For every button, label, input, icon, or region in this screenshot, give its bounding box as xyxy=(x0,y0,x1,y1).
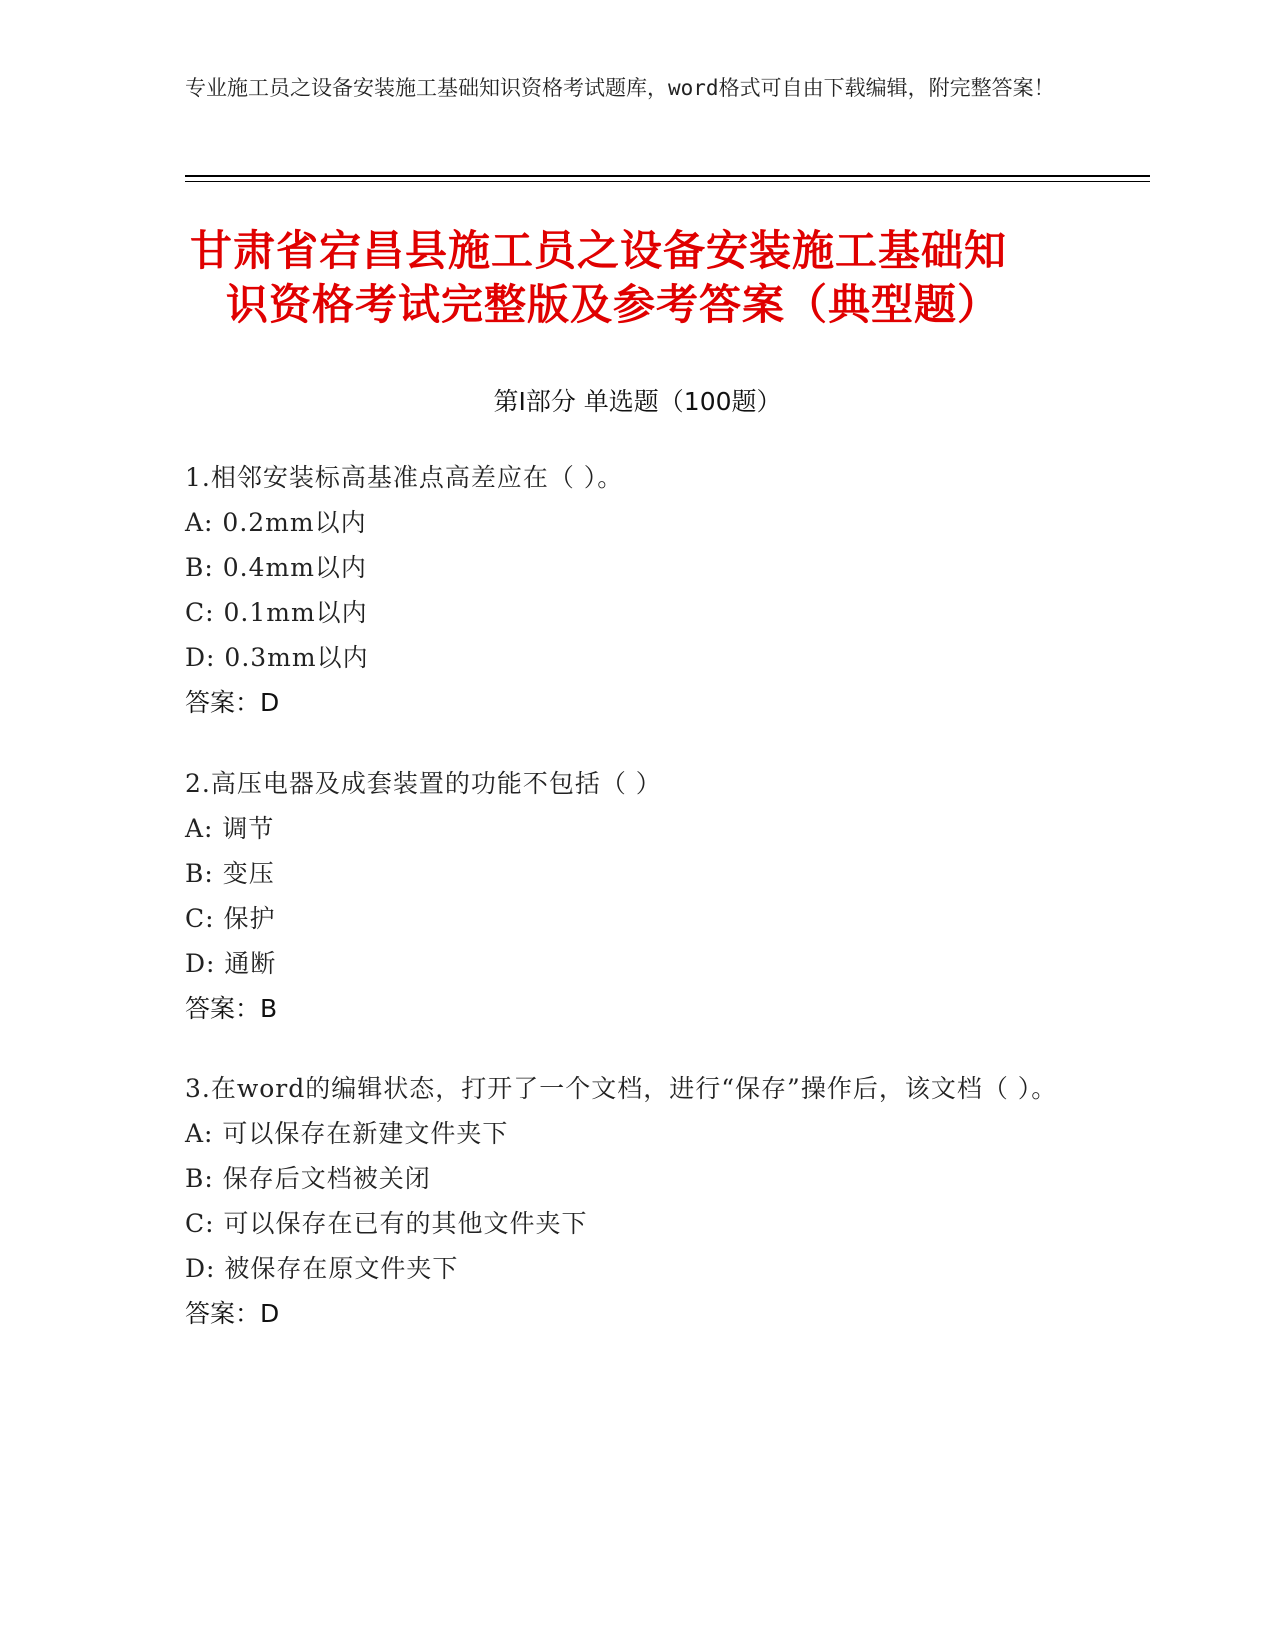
option-a: A: 可以保存在新建文件夹下 xyxy=(185,1119,509,1148)
option-c: C: 保护 xyxy=(185,904,276,933)
question-2 xyxy=(185,762,1085,1031)
question-text: 2.高压电器及成套装置的功能不包括（ ） xyxy=(185,769,662,798)
option-d: D: 通断 xyxy=(185,949,277,978)
option-a: A: 0.2mm以内 xyxy=(185,508,367,537)
document-title-line-1: 甘肃省宕昌县施工员之设备安装施工基础知 xyxy=(190,226,1008,275)
question-1 xyxy=(185,456,1085,725)
option-a: A: 调节 xyxy=(185,814,275,843)
question-3 xyxy=(185,1067,1065,1336)
option-d: D: 0.3mm以内 xyxy=(185,643,369,672)
option-c: C: 0.1mm以内 xyxy=(185,598,368,627)
option-b: B: 0.4mm以内 xyxy=(185,553,367,582)
document-title xyxy=(190,224,1090,332)
option-b: B: 保存后文档被关闭 xyxy=(185,1164,431,1193)
answer-line: 答案：B xyxy=(185,994,278,1023)
option-b: B: 变压 xyxy=(185,859,275,888)
header-note: 专业施工员之设备安装施工基础知识资格考试题库，word格式可自由下载编辑，附完整答案！ xyxy=(185,76,1055,100)
header-divider-thick xyxy=(185,175,1150,177)
answer-line: 答案：D xyxy=(185,688,280,717)
section-heading: 第Ⅰ部分 单选题（100题） xyxy=(493,387,782,416)
option-c: C: 可以保存在已有的其他文件夹下 xyxy=(185,1209,588,1238)
question-text: 1.相邻安装标高基准点高差应在（ ）。 xyxy=(185,463,624,492)
document-title-line-2: 识资格考试完整版及参考答案（典型题） xyxy=(226,280,1001,329)
option-d: D: 被保存在原文件夹下 xyxy=(185,1254,459,1283)
question-text: 3.在word的编辑状态，打开了一个文档，进行“保存”操作后，该文档（ ）。 xyxy=(185,1074,1058,1103)
header-divider-thin xyxy=(185,181,1150,182)
answer-line: 答案：D xyxy=(185,1299,280,1328)
